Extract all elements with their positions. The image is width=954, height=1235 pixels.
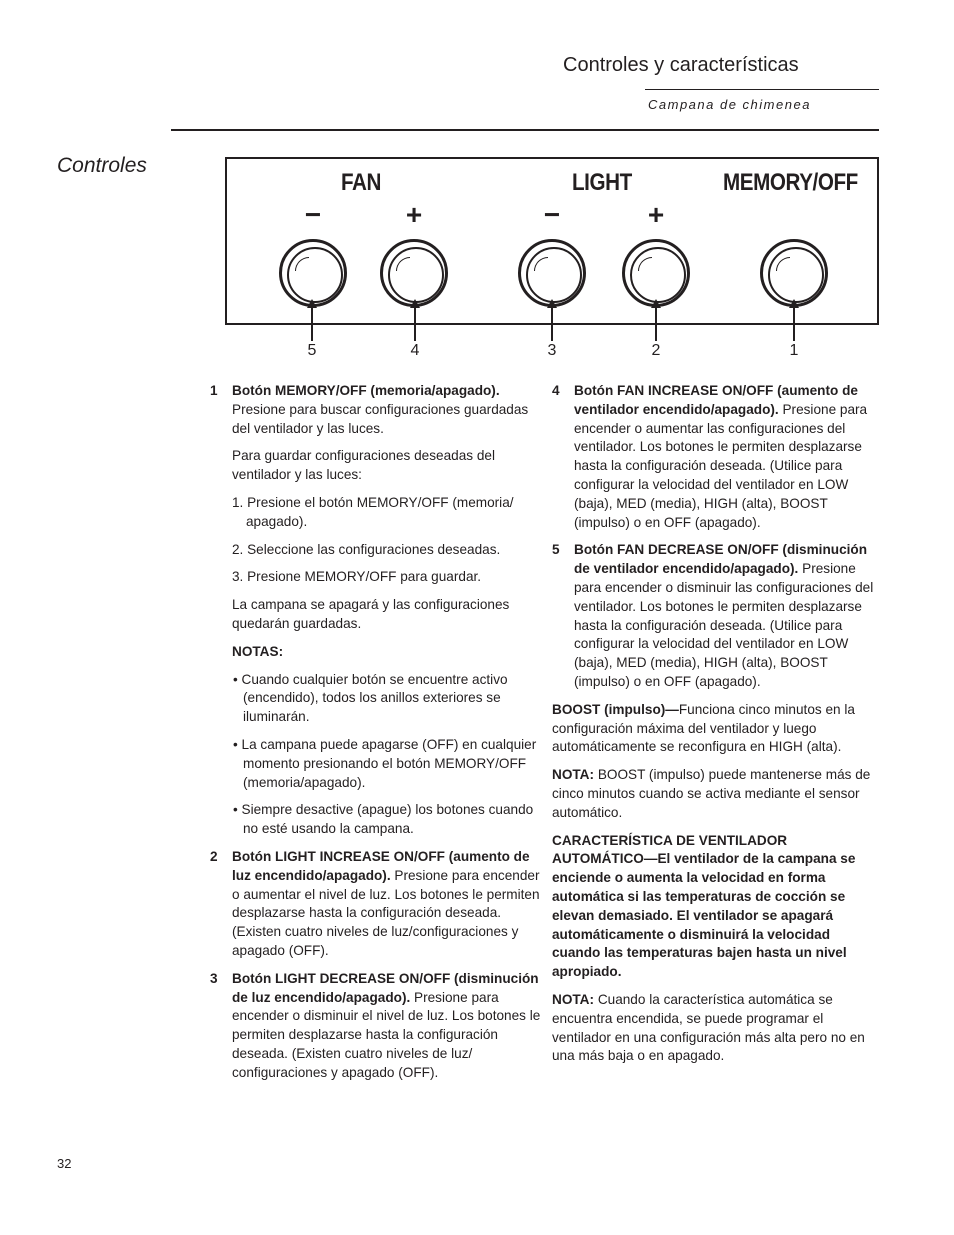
callout-number: 5	[307, 342, 317, 359]
note-item: • Siempre desactive (apague) los botones cuando no esté usando la campana.	[233, 802, 534, 837]
callout-number: 4	[410, 342, 420, 359]
callout-arrow-icon	[307, 299, 317, 341]
fan-minus-sign: −	[304, 199, 322, 230]
item-title: Botón MEMORY/OFF (memoria/apagado).	[232, 383, 500, 398]
light-minus-sign: −	[543, 199, 561, 230]
note-text: Cuando la característica automática se encuentra encendida, se puede programar el ventilador en una configuración más alta pero no en una más baja o en apagado.	[552, 991, 865, 1064]
memory-off-button	[760, 239, 828, 307]
page-number: 32	[57, 1156, 72, 1171]
callout-number: 2	[651, 342, 661, 359]
item-light-decrease	[210, 970, 544, 1083]
step-item: 2. Seleccione las configuraciones deseadas.	[232, 541, 501, 557]
callout-arrow-icon	[547, 299, 557, 341]
item-text: Presione para buscar configuraciones guardadas del ventilador y las luces.	[232, 401, 529, 436]
callout-arrow-icon	[789, 299, 799, 341]
callout-arrow-icon	[651, 299, 661, 341]
item-fan-increase	[552, 382, 882, 532]
note-auto	[552, 991, 882, 1066]
knob-highlight-icon	[396, 257, 410, 271]
light-decrease-button	[518, 239, 586, 307]
boost-paragraph	[552, 701, 882, 757]
item-title: Botón FAN INCREASE ON/OFF (aumento de ventilador encendido/apagado).	[574, 383, 858, 417]
light-label: LIGHT	[572, 169, 632, 196]
after-steps-text: La campana se apagará y las configuraciones quedarán guardadas.	[232, 597, 510, 631]
note-item: • Cuando cualquier botón se encuentre activo (encendido), todos los anillos exteriores se iluminarán.	[233, 671, 508, 725]
step-item: 1. Presione el botón MEMORY/OFF (memoria/ apagado).	[232, 494, 514, 529]
right-column	[552, 382, 882, 1075]
note-label: NOTA:	[552, 767, 595, 783]
fan-plus-sign: +	[405, 199, 423, 230]
item-text: Presione para encender o aumentar el nivel de luz. Los botones le permiten desplazarse hasta la configuración deseada. (Existen cuatro niveles de luz/configuraciones y apagado (OFF).	[232, 867, 540, 958]
fan-decrease-button	[279, 239, 347, 307]
boost-label: BOOST (impulso)—	[552, 701, 679, 717]
callout-arrow-icon	[410, 299, 420, 341]
item-memory-off	[210, 382, 544, 438]
fan-increase-button	[380, 239, 448, 307]
knob-highlight-icon	[638, 257, 652, 271]
item-text: Presione para encender o aumentar las configuraciones del ventilador. Los botones le permiten desplazarse hasta la configuración deseada. (Utilice para configurar la velocidad del ventilador en LOW (baja), MED (media), HIGH (alta), BOOST (impulso) o en OFF (apagado).	[574, 401, 868, 530]
left-column	[210, 382, 544, 1092]
item-light-increase	[210, 848, 544, 961]
note-item: • La campana puede apagarse (OFF) en cualquier momento presionando el botón MEMORY/OFF (memoria/apagado).	[233, 736, 537, 790]
item-number: 1	[210, 383, 218, 398]
item-title: Botón LIGHT INCREASE ON/OFF (aumento de luz encendido/apagado).	[232, 848, 530, 883]
callout-number: 1	[789, 342, 799, 359]
section-title: Controles	[57, 154, 147, 177]
item-number: 5	[552, 542, 560, 558]
header-title: Controles y características	[563, 54, 799, 76]
note-boost	[552, 766, 882, 822]
item-text: Presione para encender o disminuir las configuraciones del ventilador. Los botones le permiten desplazarse hasta la configuración deseada. (Utilice para configurar la velocidad del ventilador en LOW (baja), MED (media), HIGH (alta), BOOST (impulso) o en OFF (apagado).	[574, 561, 874, 689]
item-number: 4	[552, 383, 560, 398]
light-increase-button	[622, 239, 690, 307]
knob-highlight-icon	[295, 257, 309, 271]
note-label: NOTA:	[552, 991, 595, 1007]
knob-highlight-icon	[776, 257, 790, 271]
auto-fan-feature: CARACTERÍSTICA DE VENTILADOR AUTOMÁTICO—El ventilador de la campana se enciende o aumenta la velocidad en forma automática si las temperaturas de cocción se elevan demasiado. El ventilador se apagará automáticamente o disminuirá la velocidad cuando las temperaturas bajen hasta un nivel apropiado.	[552, 832, 856, 980]
boost-text: Funciona cinco minutos en la configuración máxima del ventilador y luego automáticamente se reconfigura en HIGH (alta).	[552, 701, 855, 755]
item-number: 3	[210, 970, 218, 986]
callout-number: 3	[547, 342, 557, 359]
knob-highlight-icon	[534, 257, 548, 271]
item-number: 2	[210, 848, 218, 864]
save-intro: Para guardar configuraciones deseadas del ventilador y las luces:	[232, 448, 495, 483]
item-title: Botón LIGHT DECREASE ON/OFF (disminución de luz encendido/apagado).	[232, 970, 539, 1005]
light-plus-sign: +	[647, 199, 665, 230]
note-text: BOOST (impulso) puede mantenerse más de cinco minutos cuando se activa mediante el sensor automático.	[552, 767, 871, 820]
item-text: Presione para encender o disminuir el nivel de luz. Los botones le permiten desplazarse hasta la configuración deseada. (Existen cuatro niveles de luz/ configuraciones y apagado (OFF).	[232, 989, 541, 1080]
main-divider	[171, 129, 879, 131]
memory-off-label: MEMORY/OFF	[723, 169, 858, 196]
item-title: Botón FAN DECREASE ON/OFF (disminución de ventilador encendido/apagado).	[574, 542, 868, 577]
header-subtitle: Campana de chimenea	[648, 97, 811, 112]
item-fan-decrease	[552, 541, 882, 691]
step-item: 3. Presione MEMORY/OFF para guardar.	[232, 569, 482, 585]
fan-label: FAN	[341, 169, 381, 196]
notes-title: NOTAS:	[232, 643, 284, 659]
header-divider	[645, 89, 879, 90]
